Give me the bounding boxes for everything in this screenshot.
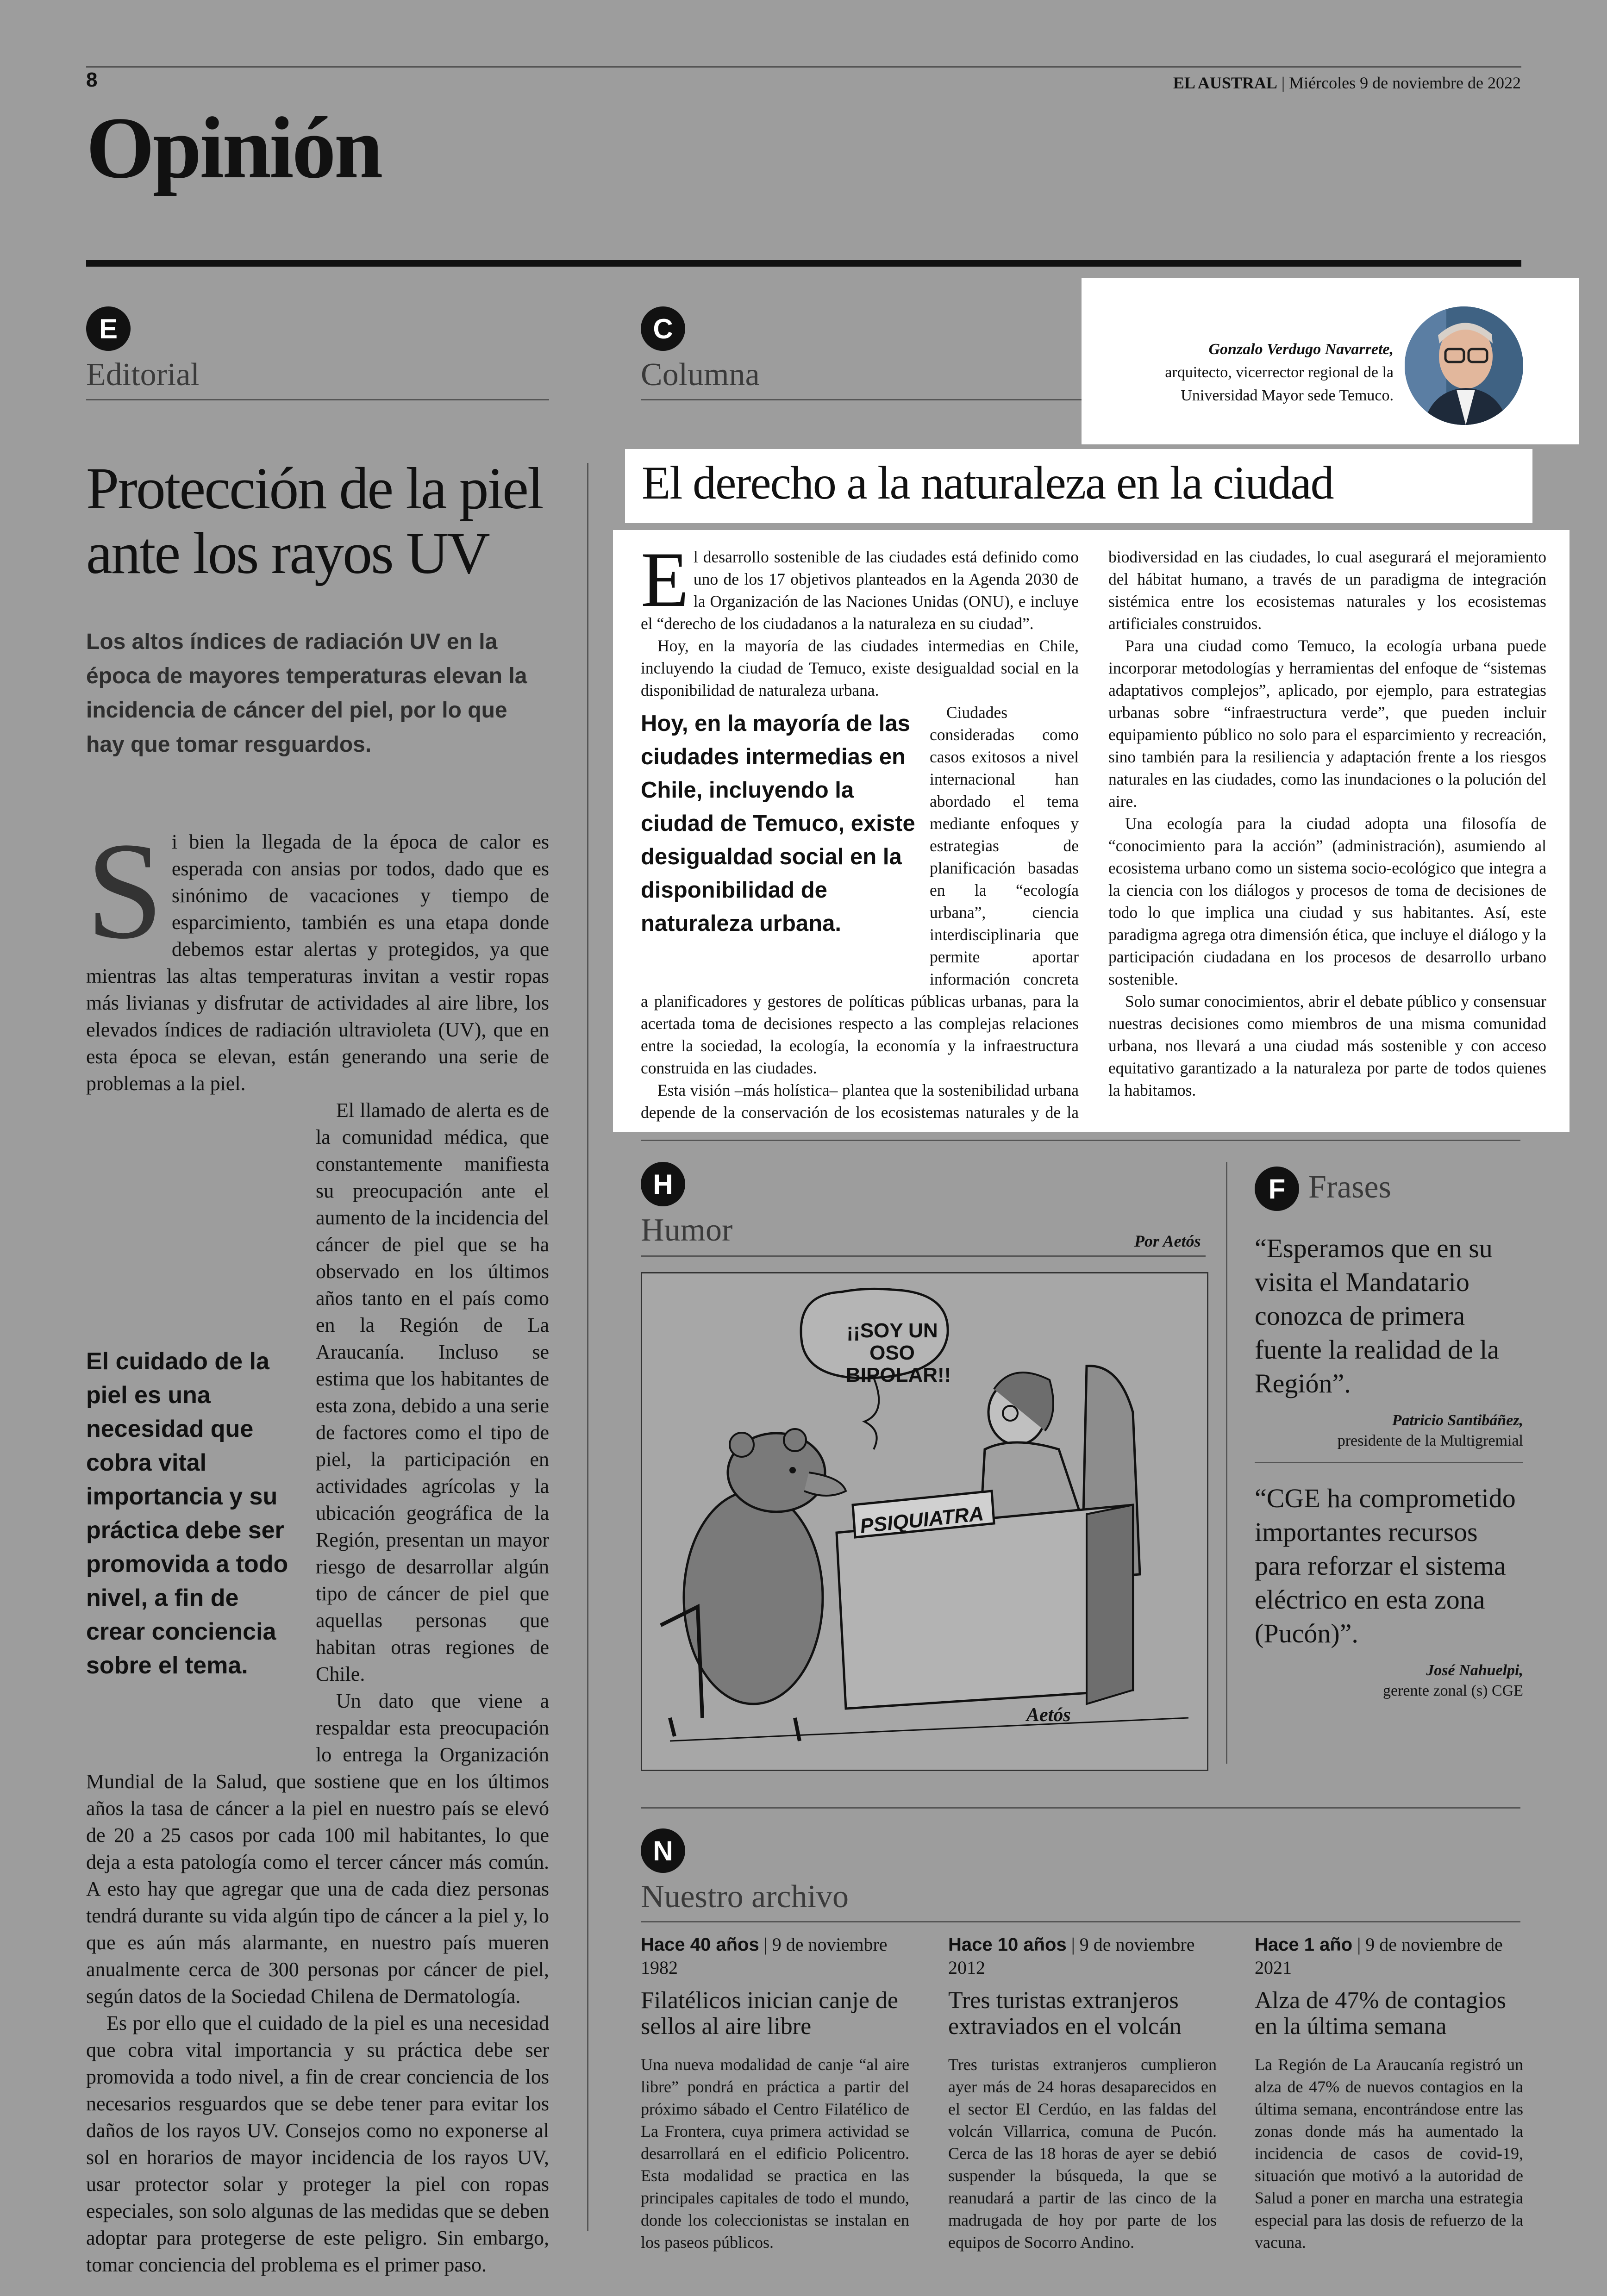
column-paragraph: Hoy, en la mayoría de las ciudades intermedias en Chile, incluyendo la ciudad de Temuco, existe desigualdad social en la disponibilidad de naturaleza urbana. <box>641 636 1079 699</box>
author-role: arquitecto, vicerrector regional de la Universidad Mayor sede Temuco. <box>1165 364 1394 404</box>
archivo-item-title: Filatélicos inician canje de sellos al aire libre <box>641 1987 898 2040</box>
archivo-item <box>948 1933 1217 2253</box>
archivo-item-ago: Hace 1 año <box>1255 1934 1353 1955</box>
speech-bubble-text: ¡¡SOY UN OSO BIPOLAR!! <box>846 1319 951 1386</box>
archivo-item-date: 9 de noviembre de 2021 <box>1255 1934 1503 1978</box>
editorial-paragraph: Un dato que viene a respaldar esta preocupación lo entrega la Organización Mundial de la Salud, que sostiene que en los últimos años la tasa de cáncer a la piel en nuestro país se elevó de 20 a 25 casos por cada 100 mil habitantes, lo que deja a esta patología como el tercer cáncer más común. A esto hay que agregar que una de cada diez personas tendrá durante su vida algún tipo de cáncer a la piel y, lo que es aún más alarmante, en nuestro país mueren anualmente cerca de 300 personas por cáncer de piel, según datos de la Sociedad Chilena de Dermatología. <box>86 1690 549 2008</box>
section-rule <box>86 260 1521 267</box>
column-pull-quote: Hoy, en la mayoría de las ciudades intermedias en Chile, incluyendo la ciudad de Temuco, existe desigualdad social en la disponibilidad de naturaleza urbana. <box>641 711 915 936</box>
archivo-item-header: Hace 40 años | 9 de noviembre 1982 <box>641 1934 888 1978</box>
humor-rule <box>641 1255 1206 1257</box>
quote-2-author: José Nahuelpi, <box>1426 1662 1523 1679</box>
archivo-item-body: Tres turistas extranjeros cumplieron ayer más de 24 horas desaparecidos en el sector El Cerdúo, en las faldas del volcán Villarrica, comuna de Pucón. Cerca de las 18 horas de ayer se debió suspender la búsqueda, la que se reanudará a partir de las cinco de la madrugada de hoy por parte de los equipos de Socorro Andino. <box>948 2055 1217 2252</box>
editorial-label: Editorial <box>86 357 200 393</box>
archivo-item-date: 9 de noviembre 1982 <box>641 1934 888 1978</box>
archivo-item-title: Tres turistas extranjeros extraviados en el volcán <box>948 1987 1182 2040</box>
archivo-item-ago: Hace 10 años <box>948 1934 1067 1955</box>
editorial-paragraph: El llamado de alerta es de la comunidad médica, que constantemente manifiesta su preocupación ante el aumento de la incidencia del cáncer de piel que se ha observado en los últimos años tanto en el país como en la Región de La Araucanía. Incluso se estima que los habitantes de esta zona, debido a una serie de factores como el tipo de piel, la participación en actividades agrícolas y la ubicación geográfica de la Región, presentan un mayor riesgo de desarrollar algún tipo de cáncer de piel que aquellas personas que habitan otras regiones de Chile. <box>316 1099 549 1685</box>
author-name: Gonzalo Verdugo Navarrete, <box>1208 341 1394 358</box>
column-divider <box>587 463 588 2231</box>
frases-badge: F <box>1255 1167 1299 1211</box>
archivo-label: Nuestro archivo <box>641 1879 849 1915</box>
portrait-icon <box>1405 306 1523 425</box>
humor-badge: H <box>641 1162 685 1206</box>
editorial-pull-quote: El cuidado de la piel es una necesidad que cobra vital importancia y su práctica debe ser promovida a todo nivel, a fin de crear conciencia sobre el tema. <box>86 1348 288 1679</box>
column-drop-cap: E <box>641 536 689 623</box>
quote-1-role: presidente de la Multigremial <box>1337 1432 1523 1449</box>
archivo-top-rule <box>641 1807 1520 1809</box>
publication-name: EL AUSTRAL <box>1173 74 1277 92</box>
column-body-box <box>613 530 1569 1132</box>
editorial-headline: Protección de la piel ante los rayos UV <box>86 455 543 586</box>
archivo-item-ago: Hace 40 años <box>641 1934 759 1955</box>
issue-date: Miércoles 9 de noviembre de 2022 <box>1289 74 1521 92</box>
column-paragraph: Para una ciudad como Temuco, la ecología urbana puede incorporar metodologías y herramientas del enfoque de “sistemas adaptativos complejos”, aplicado, por ejemplo, para estrategias urbanas sobre “infraestructura verde”, que pueden incluir equipamiento público no solo para el esparcimiento y recreación, sino también para la resiliencia y adaptación frente a los riesgos naturales en las ciudades, como las inundaciones o la polución del aire. <box>1108 636 1546 811</box>
quote-1-author: Patricio Santibáñez, <box>1392 1412 1523 1429</box>
quote-2-role: gerente zonal (s) CGE <box>1382 1682 1523 1699</box>
archivo-item-body: Una nueva modalidad de canje “al aire libre” pondrá en práctica a partir del próximo sábado el Centro Filatélico de La Frontera, cuya primera actividad se desarrollará en el edificio Policentro. Esta modalidad se practica en las principales capitales de todo el mundo, donde los coleccionistas se instalan en los paseos públicos. <box>641 2055 909 2252</box>
frases-label: Frases <box>1308 1169 1391 1205</box>
archivo-item-body: La Región de La Araucanía registró un alza de 47% de nuevos contagios en la última semana, encontrándose entre las zonas donde más ha aumentado la incidencia de casos de covid-19, situación que motivó a la autoridad de Salud a poner en marcha una estrategia especial para las dosis de refuerzo de la vacuna. <box>1255 2055 1523 2252</box>
top-rule <box>86 66 1521 68</box>
editorial-paragraph: Es por ello que el cuidado de la piel es una necesidad que cobra vital importancia y su práctica debe ser promovida a todo nivel, a fin de crear conciencia de los necesarios resguardos que se debe tener para evitar los daños de los rayos UV. Consejos como no exponerse al sol en horarios de mayor incidencia de los rayos UV, usar protector solar y proteger la piel con ropas especiales, son solo algunas de las medidas que se deben adoptar para protegerse de este peligro. Sin embargo, tomar conciencia del problema es el primer paso. <box>86 2012 549 2276</box>
column-rule <box>641 399 1085 400</box>
column-paragraph: Solo sumar conocimientos, abrir el debate público y consensuar nuestras decisiones como miembros de una misma comunidad urbana, nos llevará a una ciudad más sostenible y con acceso equitativo garantizado a la naturaleza por parte de todos quienes la habitamos. <box>1108 992 1546 1099</box>
frases-divider <box>1226 1162 1227 1764</box>
archivo-item-date: 9 de noviembre 2012 <box>948 1934 1195 1978</box>
editorial-rule <box>86 399 549 400</box>
humor-label: Humor <box>641 1212 733 1248</box>
author-card <box>1082 278 1579 444</box>
page-number: 8 <box>86 69 98 91</box>
column-headline-box <box>625 449 1532 523</box>
archivo-item <box>641 1933 909 2253</box>
archivo-item-title: Alza de 47% de contagios en la última semana <box>1255 1987 1506 2040</box>
column-paragraph: Ciudades consideradas como casos exitosos a nivel internacional han abordado el tema mediante enfoques y estrategias de planificación basadas en la “ecología urbana”, ciencia interdisciplinaria que permite aportar información concreta a planificadores y gestores de políticas públicas urbanas, para la acertada toma de decisiones respecto a las complejas relaciones entre la sociedad, la ecología, la economía y la infraestructura construida en las ciudades. <box>641 703 1079 1077</box>
archivo-rule <box>641 1921 1520 1922</box>
archivo-badge: N <box>641 1828 685 1873</box>
archivo-item-header: Hace 1 año | 9 de noviembre de 2021 <box>1255 1934 1503 1978</box>
archivo-item-header: Hace 10 años | 9 de noviembre 2012 <box>948 1934 1195 1978</box>
quote-1 <box>1255 1231 1523 1451</box>
quote-1-text: “Esperamos que en su visita el Mandatario conozca de primera fuente la realidad de la Región”. <box>1255 1233 1500 1398</box>
cartoon-signature: Aetós <box>1026 1704 1071 1726</box>
author-photo <box>1405 306 1523 425</box>
column-paragraph: Una ecología para la ciudad adopta una filosofía de “conocimiento para la acción” (administración), asumiendo al ecosistema urbano como un sistema socio-ecológico que integra a la ciencia con los diálogos y procesos de toma de decisiones de todo lo que implica una ciudad y sus habitantes. Así, este paradigma agrega otra dimensión ética, que incluye el diálogo y la participación ciudadana en los procesos de desarrollo urbano sostenible. <box>1108 814 1546 988</box>
column-headline: El derecho a la naturaleza en la ciudad <box>642 457 1333 509</box>
author-info <box>1107 338 1394 407</box>
frases-rule <box>1255 1462 1523 1463</box>
column-label: Columna <box>641 357 760 393</box>
desk-sign: PSIQUIATRA <box>859 1502 985 1538</box>
quote-2 <box>1255 1481 1523 1701</box>
mid-rule <box>641 1140 1520 1141</box>
section-title: Opinión <box>86 100 381 197</box>
column-badge: C <box>641 306 685 351</box>
cartoon-frame <box>641 1272 1208 1771</box>
editorial-paragraph: i bien la llegada de la época de calor es esperada con ansias por todos, dado que es sinónimo de vacaciones y tiempo de esparcimiento, también es una etapa donde debemos estar alertas y protegidos, ya que mientras las altas temperaturas invitan a vestir ropas más livianas y disfrutar de actividades al aire libre, los elevados índices de radiación ultravioleta (UV), que en esta época se elevan, están generando una serie de problemas a la piel. <box>86 830 549 1095</box>
humor-byline: Por Aetós <box>1134 1232 1201 1250</box>
archivo-item <box>1255 1933 1523 2253</box>
masthead-date: EL AUSTRAL | Miércoles 9 de noviembre de 2022 <box>1173 74 1521 92</box>
column-paragraph: l desarrollo sostenible de las ciudades está definido como uno de los 17 objetivos planteados en la Agenda 2030 de la Organización de las Naciones Unidas (ONU), e incluye el “derecho de los ciudadanos a la naturaleza en su ciudad”. <box>641 548 1079 633</box>
editorial-lead: Los altos índices de radiación UV en la época de mayores temperaturas elevan la incidencia de cáncer del piel, por lo que hay que tomar resguardos. <box>86 630 527 757</box>
column-paragraph: Esta visión –más holística– plantea que la sostenibilidad urbana depende de la conservación de los ecosistemas naturales y de la biodiversidad en las ciudades, lo cual asegurará el mejoramiento del hábitat humano, a través de un paradigma de integración sistémica entre los ecosistemas naturales y los ecosistemas artificiales construidos. <box>641 548 1546 1122</box>
editorial-badge: E <box>86 306 131 351</box>
quote-2-text: “CGE ha comprometido importantes recursos para reforzar el sistema eléctrico en esta zona (Pucón)”. <box>1255 1483 1516 1648</box>
column-body <box>641 536 1546 1129</box>
editorial-drop-cap: S <box>86 814 163 967</box>
